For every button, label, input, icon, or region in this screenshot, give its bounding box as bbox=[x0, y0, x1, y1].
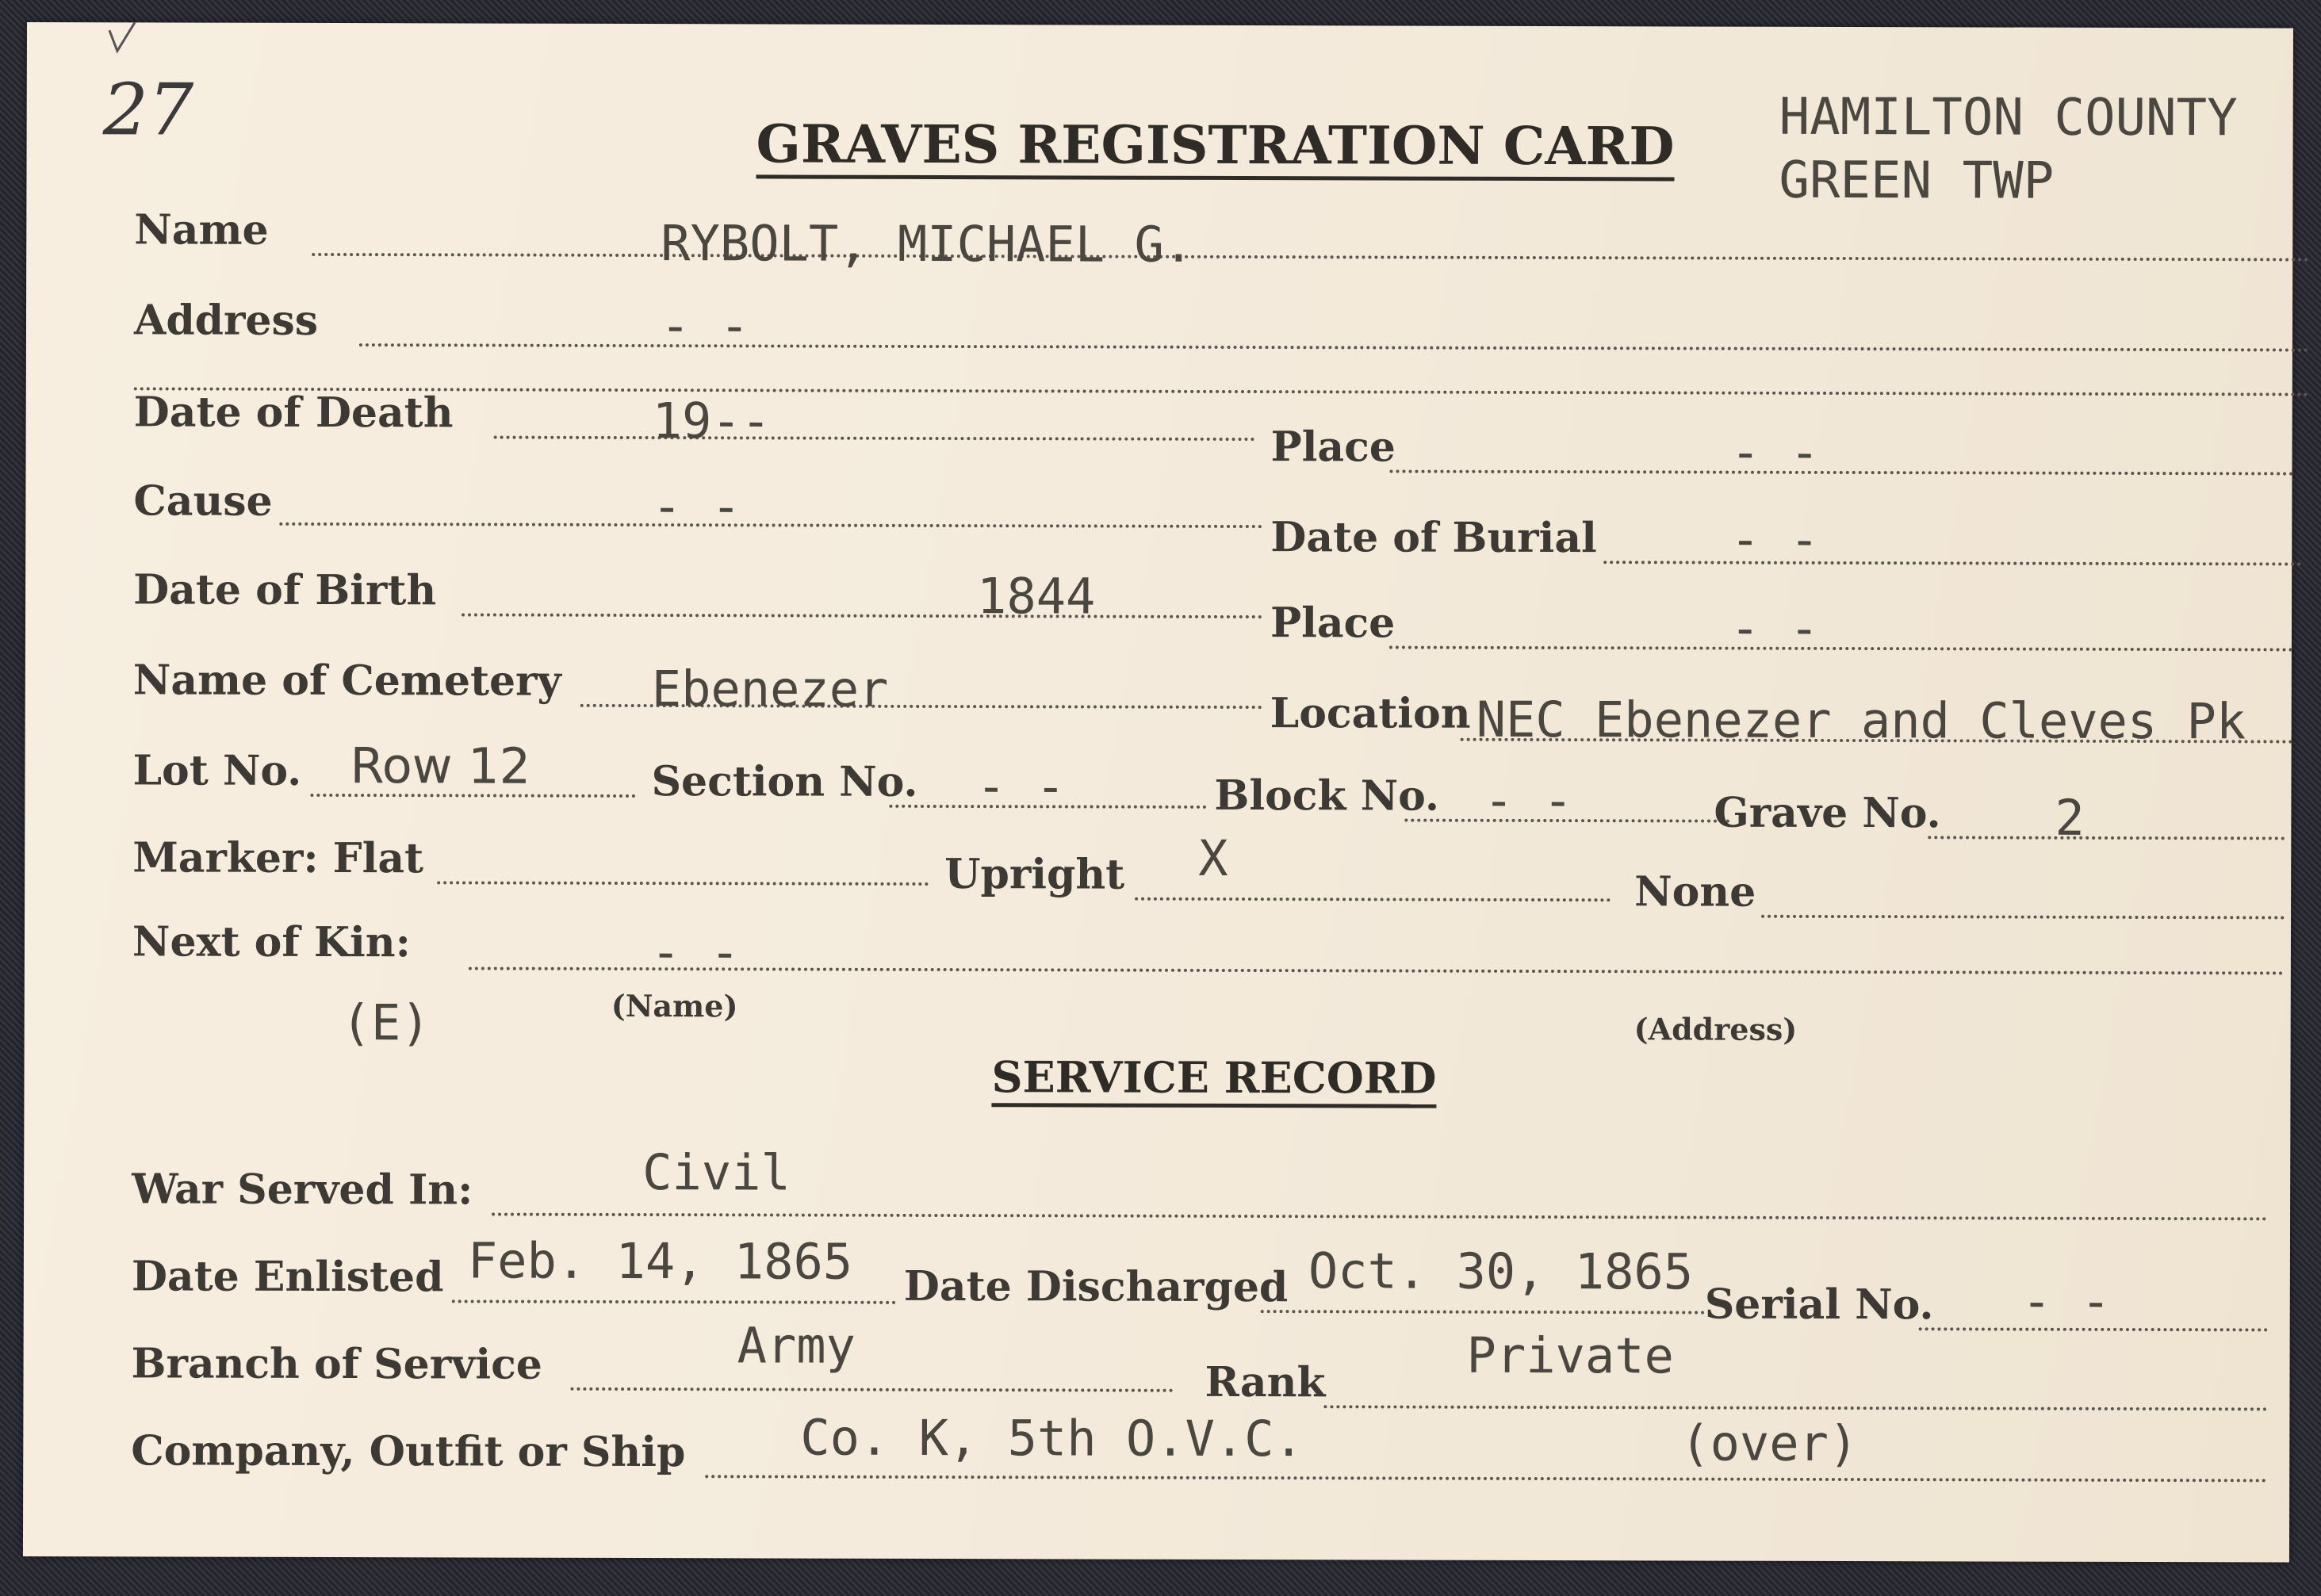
serial-no-label: Serial No. bbox=[1704, 1280, 1934, 1330]
date-of-death-line bbox=[494, 436, 1255, 442]
marker-upright-label: Upright bbox=[944, 850, 1125, 899]
serial-no-value: - - bbox=[2021, 1272, 2111, 1330]
death-place-value: - - bbox=[1730, 423, 1820, 481]
date-enlisted-line bbox=[452, 1299, 896, 1303]
date-discharged-label: Date Discharged bbox=[903, 1261, 1289, 1312]
service-record-heading: SERVICE RECORD bbox=[991, 1055, 1436, 1108]
company-line bbox=[705, 1475, 2267, 1482]
block-no-value: - - bbox=[1484, 771, 1573, 830]
branch-line bbox=[570, 1387, 1173, 1392]
block-no-label: Block No. bbox=[1214, 771, 1440, 821]
grave-no-label: Grave No. bbox=[1714, 788, 1941, 838]
next-of-kin-name-caption: (Name) bbox=[611, 987, 738, 1024]
county-stamp: HAMILTON COUNTY bbox=[1779, 87, 2238, 148]
location-label: Location bbox=[1270, 689, 1471, 738]
war-served-value: Civil bbox=[642, 1143, 791, 1202]
cause-value: - - bbox=[652, 477, 741, 536]
rank-label: Rank bbox=[1205, 1357, 1326, 1407]
next-of-kin-code: (E) bbox=[341, 993, 431, 1052]
rank-value: Private bbox=[1466, 1326, 1674, 1385]
address-line bbox=[359, 343, 2310, 351]
next-of-kin-address-caption: (Address) bbox=[1634, 1011, 1798, 1047]
date-enlisted-label: Date Enlisted bbox=[131, 1252, 444, 1302]
death-place-line bbox=[1390, 470, 2294, 476]
handwritten-card-number: 27 bbox=[102, 68, 194, 152]
marker-none-label: None bbox=[1634, 867, 1756, 917]
birth-place-line bbox=[1389, 646, 2293, 652]
marker-upright-value: X bbox=[1198, 829, 1228, 887]
marker-flat-line bbox=[437, 881, 929, 886]
company-value: Co. K, 5th O.V.C. bbox=[800, 1408, 1304, 1468]
date-enlisted-value: Feb. 14, 1865 bbox=[467, 1231, 853, 1291]
date-of-burial-value: - - bbox=[1730, 510, 1820, 568]
date-of-birth-label: Date of Birth bbox=[133, 565, 437, 615]
cause-label: Cause bbox=[133, 477, 273, 526]
lot-no-value: Row 12 bbox=[350, 737, 531, 795]
address-value: - - bbox=[660, 297, 750, 355]
date-of-burial-label: Date of Burial bbox=[1270, 513, 1597, 563]
date-discharged-value: Oct. 30, 1865 bbox=[1308, 1242, 1694, 1301]
check-mark-icon bbox=[106, 22, 138, 54]
date-discharged-line bbox=[1261, 1310, 1705, 1314]
location-value: NEC Ebenezer and Cleves Pk bbox=[1476, 690, 2246, 751]
section-no-value: - - bbox=[976, 757, 1066, 816]
address-line-2 bbox=[134, 387, 2310, 396]
name-value: RYBOLT, MICHAEL G. bbox=[661, 214, 1194, 274]
township-stamp: GREEN TWP bbox=[1779, 151, 2055, 211]
birth-place-value: - - bbox=[1729, 599, 1820, 657]
cemetery-label: Name of Cemetery bbox=[132, 656, 561, 706]
branch-value: Army bbox=[737, 1316, 856, 1375]
name-label: Name bbox=[134, 205, 269, 255]
card-title: GRAVES REGISTRATION CARD bbox=[756, 117, 1674, 181]
company-label: Company, Outfit or Ship bbox=[131, 1426, 686, 1477]
date-of-birth-value: 1844 bbox=[977, 567, 1096, 626]
lot-no-label: Lot No. bbox=[132, 746, 302, 795]
next-of-kin-line bbox=[469, 966, 2285, 974]
date-of-death-value: 19-- bbox=[652, 392, 772, 450]
section-no-label: Section No. bbox=[651, 757, 918, 806]
war-served-line bbox=[492, 1213, 2268, 1221]
address-label: Address bbox=[133, 296, 319, 345]
marker-upright-line bbox=[1135, 898, 1611, 902]
name-line bbox=[312, 253, 2310, 262]
rank-line bbox=[1323, 1405, 2267, 1410]
marker-none-line bbox=[1761, 915, 2285, 920]
grave-no-value: 2 bbox=[2055, 788, 2085, 847]
death-place-label: Place bbox=[1270, 423, 1396, 472]
branch-label: Branch of Service bbox=[131, 1339, 542, 1389]
registration-card bbox=[23, 22, 2293, 1562]
date-of-birth-line bbox=[462, 613, 1262, 618]
over-note: (over) bbox=[1680, 1414, 1859, 1473]
marker-flat-label: Marker: Flat bbox=[132, 833, 424, 883]
war-served-label: War Served In: bbox=[132, 1165, 473, 1215]
next-of-kin-label: Next of Kin: bbox=[132, 917, 411, 967]
date-of-death-label: Date of Death bbox=[133, 388, 454, 438]
cemetery-value: Ebenezer bbox=[651, 660, 889, 718]
date-of-burial-line bbox=[1603, 561, 2301, 565]
birth-place-label: Place bbox=[1270, 599, 1396, 648]
cause-line bbox=[279, 522, 1262, 528]
grave-no-line bbox=[1928, 836, 2285, 840]
next-of-kin-value: - - bbox=[650, 923, 741, 982]
